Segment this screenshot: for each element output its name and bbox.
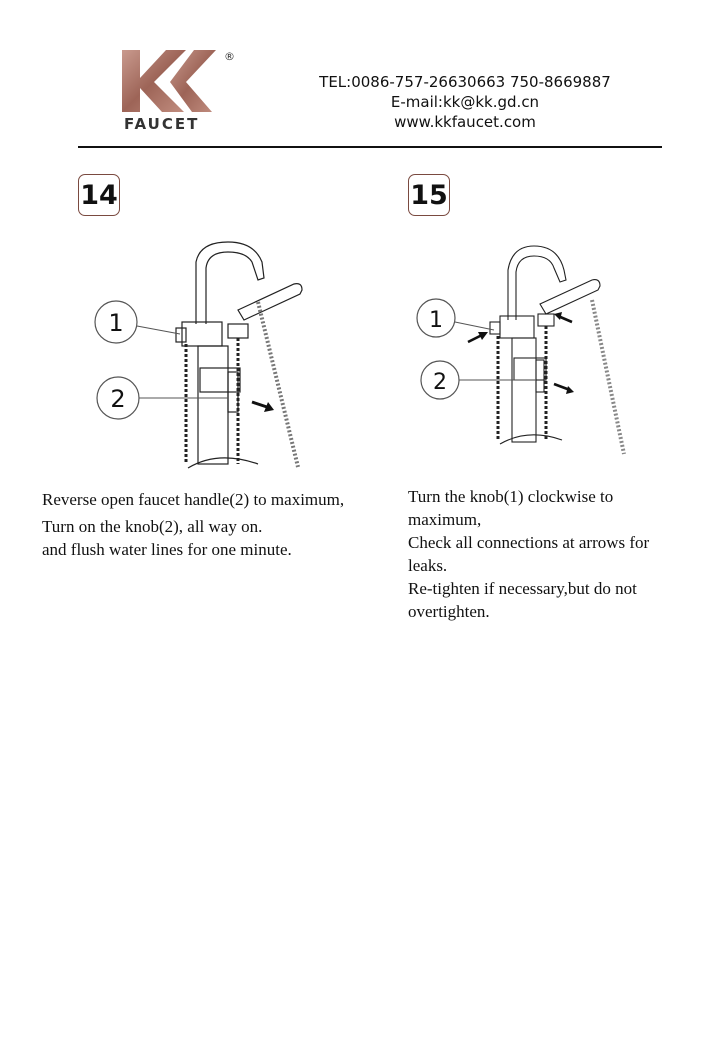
- step-15-line-5: Re-tighten if necessary,but do not: [408, 579, 637, 598]
- step-15-text: [408, 485, 698, 623]
- arrow-icon: [468, 332, 488, 342]
- step-15-line-1: Turn the knob(1) clockwise to: [408, 487, 614, 506]
- step-15-illustration: [412, 240, 642, 460]
- arrow-icon: [554, 384, 574, 394]
- step-number-14: 14: [78, 174, 120, 216]
- step-14-callout-2: 2: [110, 385, 126, 413]
- contact-website: www.kkfaucet.com: [394, 113, 536, 131]
- contact-block: [300, 72, 630, 132]
- step-15-line-2: maximum,: [408, 510, 482, 529]
- step-14-illustration: [88, 232, 318, 472]
- arrow-icon: [554, 312, 572, 322]
- brand-logo: [112, 44, 237, 136]
- step-15-line-3: Check all connections at arrows for: [408, 533, 650, 552]
- step-14-line-1: Reverse open faucet handle(2) to maximum,: [42, 490, 345, 509]
- step-15-callout-2: 2: [433, 370, 447, 395]
- step-number-15: 15: [408, 174, 450, 216]
- header-divider: [78, 146, 662, 148]
- contact-tel: TEL:0086-757-26630663 750-8669887: [319, 73, 611, 91]
- kk-logo-icon: [112, 44, 237, 136]
- step-15-line-6: overtighten.: [408, 602, 490, 621]
- brand-name: FAUCET: [124, 115, 200, 133]
- arrow-icon: [252, 402, 274, 412]
- step-14-text: [42, 488, 392, 561]
- step-14-callout-1: 1: [108, 309, 124, 337]
- contact-email: E-mail:kk@kk.gd.cn: [390, 93, 540, 111]
- step-15-callout-1: 1: [429, 308, 443, 333]
- step-14-line-2: Turn on the knob(2), all way on.: [42, 517, 263, 536]
- step-15-line-4: leaks.: [408, 556, 448, 575]
- step-14-line-3: and flush water lines for one minute.: [42, 540, 292, 559]
- registered-mark: ®: [224, 50, 235, 63]
